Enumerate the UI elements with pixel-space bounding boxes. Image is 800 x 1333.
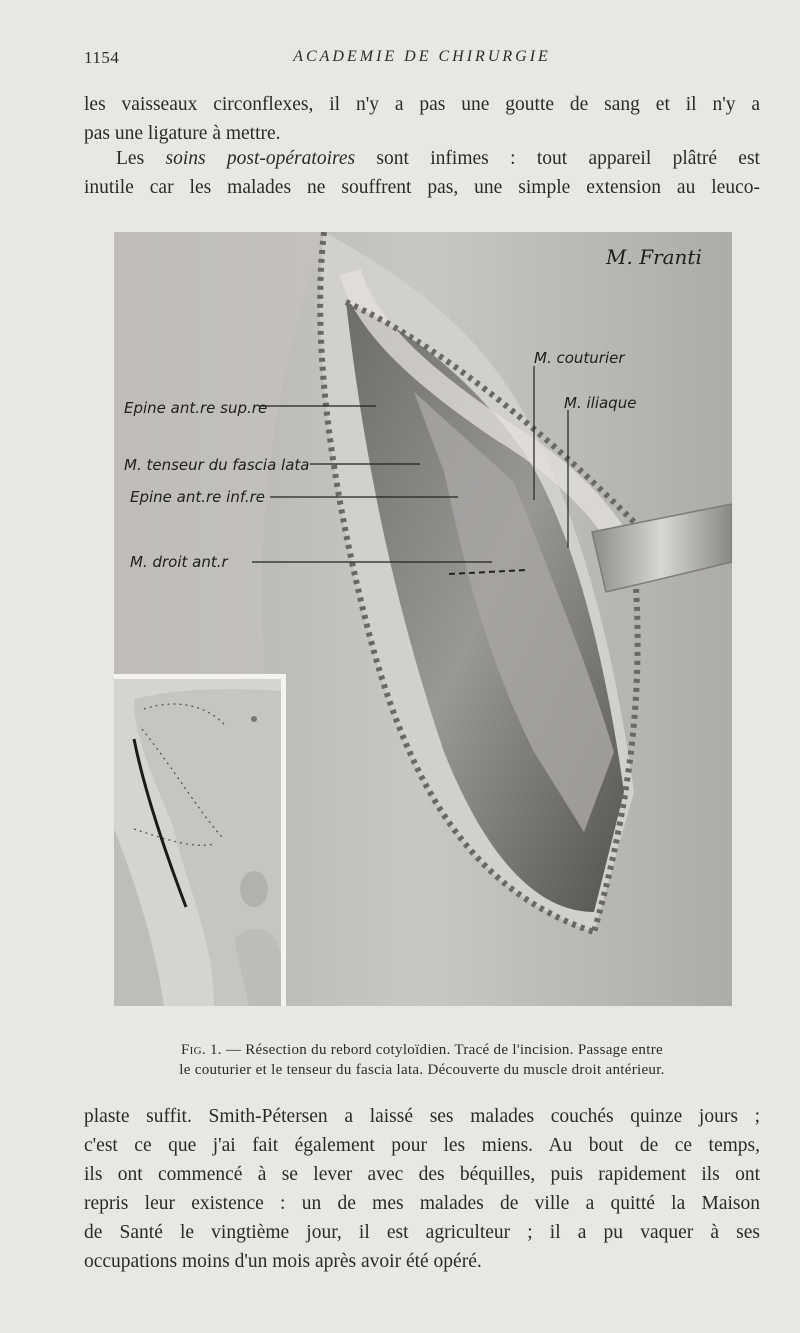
genital-region: [240, 871, 268, 907]
text-line: ils ont commencé à se lever avec des béquilles, puis rapidement ils ont: [84, 1164, 760, 1185]
paragraph-post-operative: [84, 144, 760, 202]
text-line: c'est ce que j'ai fait également pour les miens. Au bout de ce temps,: [84, 1135, 760, 1156]
text-line: les vaisseaux circonflexes, il n'y a pas une goutte de sang et il n'y a: [84, 94, 760, 115]
incision-inset-illustration: [114, 674, 286, 1006]
figure-number: Fig. 1.: [181, 1042, 222, 1058]
text-segment: sont infimes : tout appareil plâtré est: [355, 148, 760, 169]
text-line: [84, 144, 760, 173]
label-iliaque: M. iliaque: [564, 394, 637, 412]
paragraph-bottom: [84, 1102, 760, 1276]
text-line: de Santé le vingtième jour, il est agriculteur ; il a pu vaquer à ses: [84, 1222, 760, 1243]
caption-line: [84, 1040, 760, 1060]
text-line: repris leur existence : un de mes malades de ville a quitté la Maison: [84, 1193, 760, 1214]
anatomical-illustration: [114, 232, 732, 1006]
caption-line: le couturier et le tenseur du fascia lata. Découverte du muscle droit antérieur.: [179, 1062, 665, 1078]
page-number: 1154: [84, 48, 120, 67]
label-tenseur: M. tenseur du fascia lata: [124, 456, 310, 474]
text-segment: Les: [116, 148, 166, 169]
figure-caption: [84, 1040, 760, 1080]
umbilicus: [251, 716, 257, 722]
page-header: [84, 48, 760, 72]
paragraph-top: [84, 90, 760, 148]
text-line: pas une ligature à mettre.: [84, 123, 281, 144]
label-epine-inf: Epine ant.re inf.re: [130, 488, 266, 506]
label-epine-sup: Epine ant.re sup.re: [124, 399, 268, 417]
italic-term: soins post-opératoires: [165, 148, 356, 169]
running-head: ACADEMIE DE CHIRURGIE: [293, 48, 551, 65]
text-line: inutile car les malades ne souffrent pas, une simple extension au leuco-: [84, 177, 760, 198]
label-couturier: M. couturier: [534, 349, 625, 367]
inset-drawing: [114, 679, 281, 1006]
label-droit: M. droit ant.r: [130, 553, 228, 571]
text-line: occupations moins d'un mois après avoir été opéré.: [84, 1251, 482, 1272]
text-line: plaste suffit. Smith-Pétersen a laissé ses malades couchés quinze jours ;: [84, 1106, 760, 1127]
illustrator-signature: M. Franti: [606, 245, 702, 269]
caption-text: — Résection du rebord cotyloïdien. Tracé de l'incision. Passage entre: [221, 1042, 663, 1058]
